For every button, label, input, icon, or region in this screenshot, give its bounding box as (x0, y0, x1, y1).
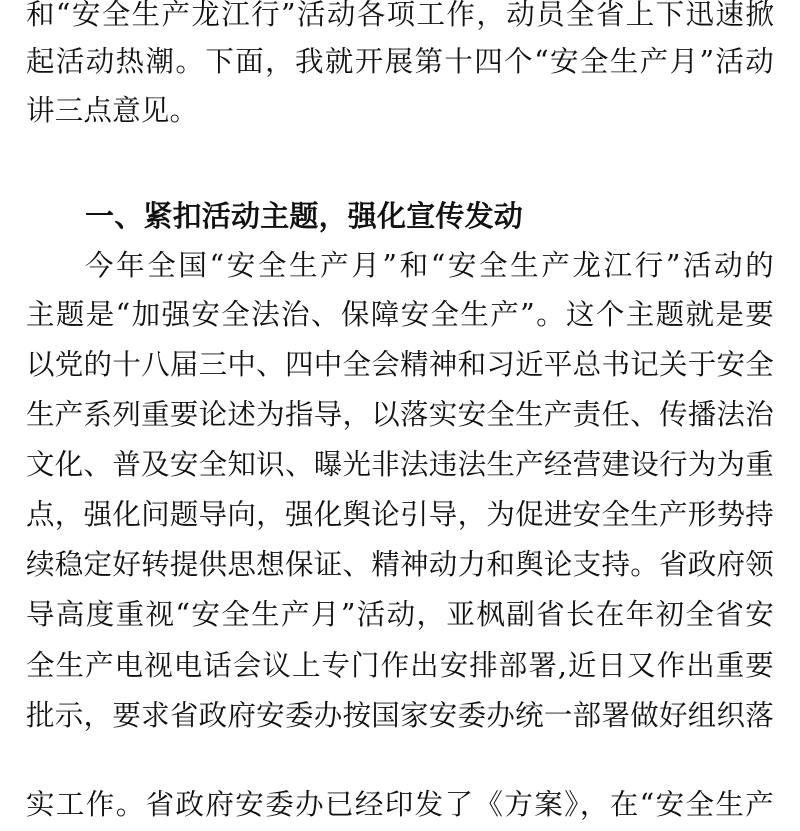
paragraph-line: 导高度重视“安全生产月”活动，亚枫副省长在年初全省安 (26, 598, 774, 631)
paragraph-line: 全生产电视电话会议上专门作出安排部署,近日又作出重要 (26, 649, 774, 682)
paragraph-line: 和“安全生产龙江行”活动各项工作，动员全省上下迅速掀 (26, 0, 774, 31)
paragraph-line: 续稳定好转提供思想保证、精神动力和舆论支持。省政府领 (26, 548, 774, 581)
paragraph-line: 主题是“加强安全法治、保障安全生产”。这个主题就是要 (26, 298, 774, 331)
paragraph-line: 点，强化问题导向，强化舆论引导，为促进安全生产形势持 (26, 498, 774, 531)
paragraph-line: 以党的十八届三中、四中全会精神和习近平总书记关于安全 (26, 348, 774, 381)
paragraph-line: 生产系列重要论述为指导，以落实安全生产责任、传播法治 (26, 398, 774, 431)
paragraph-line: 批示，要求省政府安委办按国家安委办统一部署做好组织落 (26, 699, 774, 732)
paragraph-line: 起活动热潮。下面，我就开展第十四个“安全生产月”活动 (26, 45, 774, 78)
section-heading: 一、紧扣活动主题，强化宣传发动 (85, 199, 524, 233)
paragraph-line: 文化、普及安全知识、曝光非法违法生产经营建设行为为重 (26, 448, 774, 481)
paragraph-line: 讲三点意见。 (26, 94, 199, 127)
paragraph-line: 实工作。省政府安委办已经印发了《方案》，在“安全生产 (26, 788, 774, 821)
paragraph-line: 今年全国“安全生产月”和“安全生产龙江行”活动的 (85, 249, 774, 282)
